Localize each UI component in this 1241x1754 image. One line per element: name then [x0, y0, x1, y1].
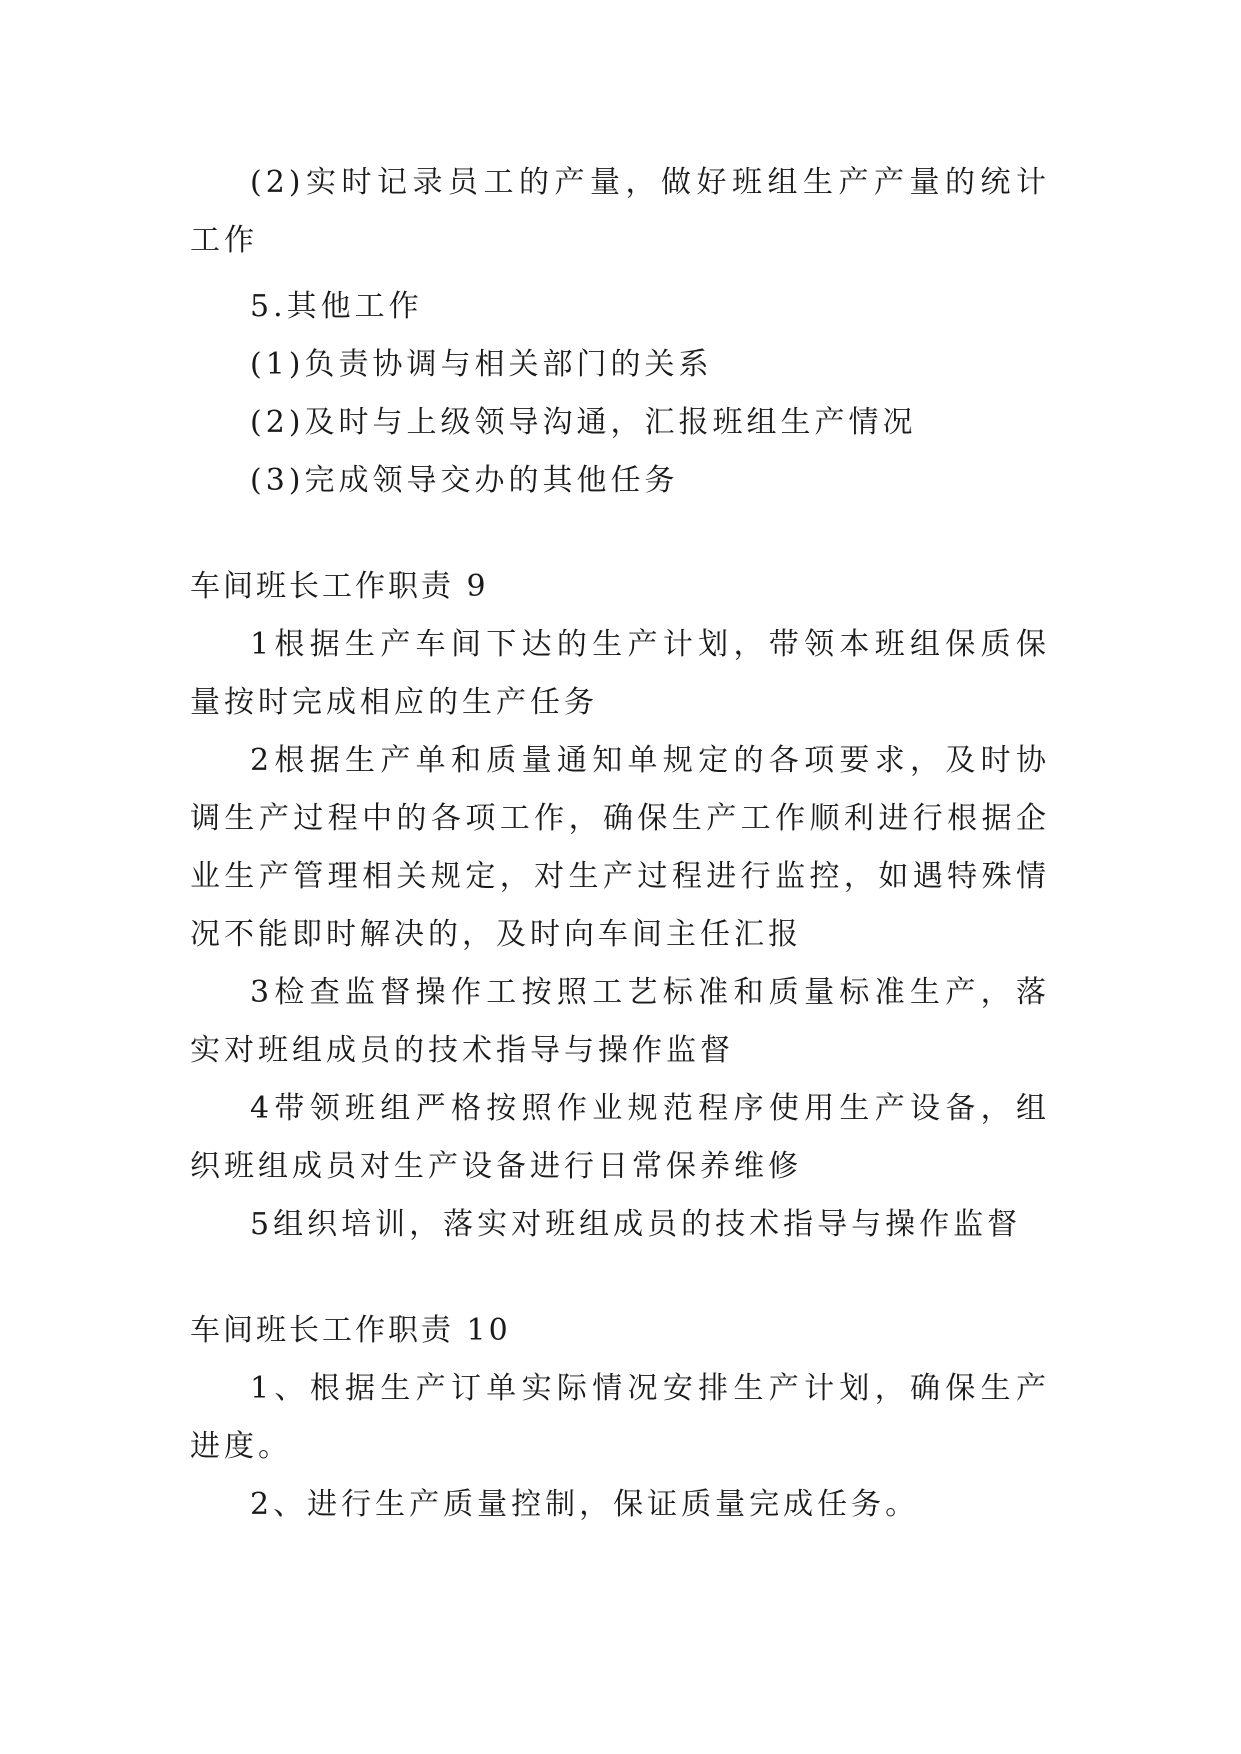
section-10-item-2: 2、进行生产质量控制，保证质量完成任务。: [250, 1487, 920, 1522]
item-5-title: 5.其他工作: [250, 289, 423, 324]
section-9-item-3: 3检查监督操作工按照工艺标准和质量标准生产，落实对班组成员的技术指导与操作监督: [190, 975, 1050, 1068]
section-10-item-1: 1、根据生产订单实际情况安排生产计划，确保生产进度。: [190, 1371, 1050, 1464]
item-5-1: (1)负责协调与相关部门的关系: [250, 347, 713, 382]
section-9-item-2: 2根据生产单和质量通知单规定的各项要求，及时协调生产过程中的各项工作，确保生产工作顺利进行根据企业生产管理相关规定，对生产过程进行监控，如遇特殊情况不能即时解决的，及时向车间主任汇报: [190, 743, 1050, 952]
section-10-heading: 车间班长工作职责 10: [190, 1313, 511, 1348]
section-9-item-1: 1根据生产车间下达的生产计划，带领本班组保质保量按时完成相应的生产任务: [190, 627, 1050, 720]
section-9-item-5: 5组织培训，落实对班组成员的技术指导与操作监督: [250, 1207, 1022, 1242]
paragraph-item-4-2: (2)实时记录员工的产量，做好班组生产产量的统计工作: [190, 165, 1050, 258]
section-9-item-4: 4带领班组严格按照作业规范程序使用生产设备，组织班组成员对生产设备进行日常保养维修: [190, 1091, 1050, 1184]
section-9-heading: 车间班长工作职责 9: [190, 569, 489, 604]
item-5-2: (2)及时与上级领导沟通，汇报班组生产情况: [250, 405, 917, 440]
document-body: [190, 154, 1050, 1534]
item-5-3: (3)完成领导交办的其他任务: [250, 463, 679, 498]
